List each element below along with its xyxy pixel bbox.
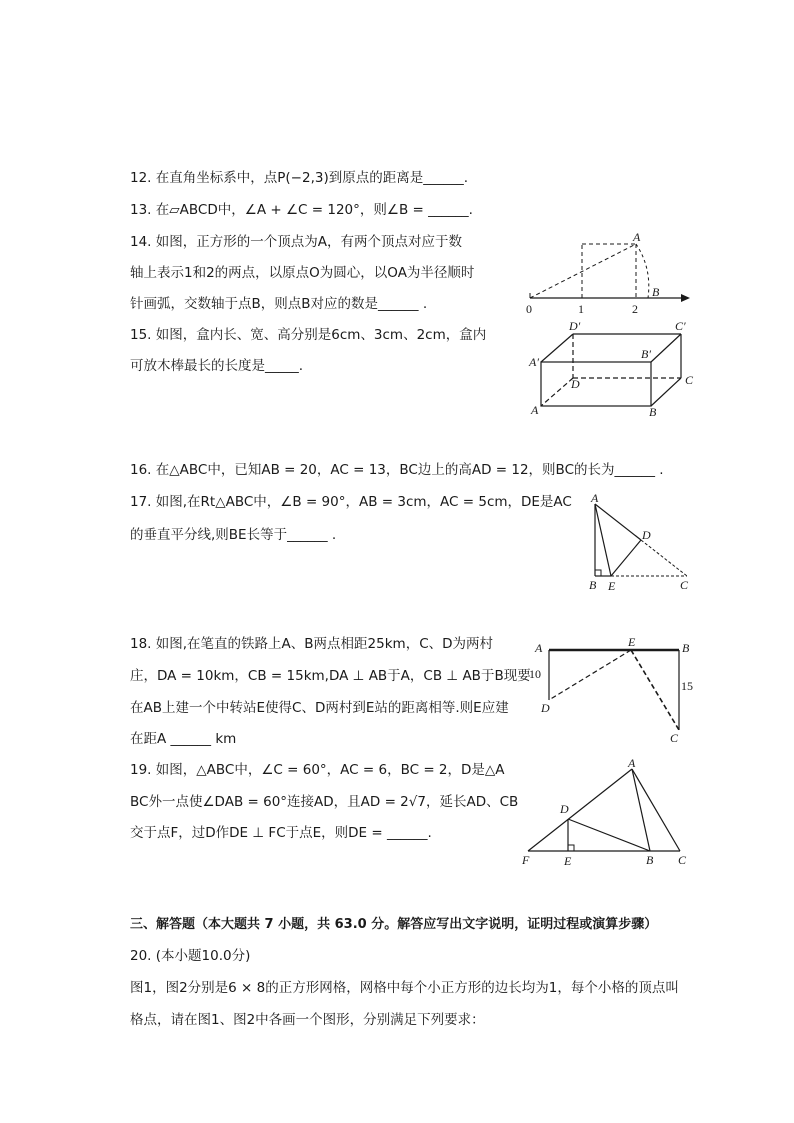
label-Ap: A′ bbox=[529, 355, 539, 369]
section-3-heading: 三、解答题（本大题共 7 小题，共 63.0 分。解答应写出文字说明，证明过程或演算步骤） bbox=[130, 917, 658, 932]
label-E: E bbox=[628, 638, 636, 649]
right-angle-mark bbox=[568, 845, 574, 851]
tick-label-2: 2 bbox=[632, 302, 638, 316]
dashed-ED bbox=[549, 650, 631, 700]
segment-DB bbox=[568, 819, 650, 851]
q14-line-1: 14. 如图，正方形的一个顶点为A，有两个顶点对应于数 bbox=[130, 234, 462, 250]
label-C: C bbox=[678, 853, 687, 867]
q19-line-1: 19. 如图，△ABC中，∠C = 60°，AC = 6，BC = 2，D是△A bbox=[130, 762, 505, 778]
box-bottom-right-edge bbox=[651, 378, 681, 406]
segment-OA bbox=[530, 244, 636, 298]
side-ED bbox=[611, 540, 641, 576]
label-D: D bbox=[541, 701, 550, 715]
label-D: D bbox=[560, 802, 569, 816]
label-Cp: C′ bbox=[675, 319, 686, 333]
q17-figure-triangle bbox=[585, 492, 700, 592]
label-A: A bbox=[633, 230, 641, 244]
arc-AB bbox=[636, 244, 649, 298]
label-B: B bbox=[682, 641, 690, 655]
q18-line-2: 庄，DA = 10km，CB = 15km,DA ⊥ AB于A，CB ⊥ AB于B现要 bbox=[130, 668, 531, 684]
label-A: A bbox=[591, 492, 599, 505]
q14-figure-number-line bbox=[500, 230, 700, 320]
hidden-edge-diagonal bbox=[541, 378, 573, 406]
label-B: B bbox=[646, 853, 654, 867]
label-F: F bbox=[522, 853, 530, 867]
q18-figure-railway bbox=[525, 638, 700, 748]
q19-line-2: BC外一点使∠DAB = 60°连接AD，且AD = 2√7，延长AD、CB bbox=[130, 794, 519, 810]
label-15: 15 bbox=[681, 679, 693, 693]
q14-line-3: 针画弧，交数轴于点B，则点B对应的数是______ . bbox=[130, 296, 428, 312]
dashed-DC bbox=[641, 540, 687, 576]
q19-figure-triangle bbox=[518, 757, 698, 872]
q15-line-2: 可放木棒最长的长度是_____. bbox=[130, 358, 304, 374]
box-top-left-edge bbox=[541, 334, 573, 362]
q18-line-1: 18. 如图,在笔直的铁路上A、B两点相距25km，C、D为两村 bbox=[130, 636, 494, 652]
right-angle-mark bbox=[595, 570, 601, 576]
label-C: C bbox=[685, 373, 694, 387]
label-B: B bbox=[589, 578, 597, 592]
q16-text: 16. 在△ABC中，已知AB = 20，AC = 13，BC边上的高AD = 12，则BC的长为______ . bbox=[130, 462, 664, 478]
axis-arrow bbox=[681, 294, 690, 302]
label-Bp: B′ bbox=[641, 347, 651, 361]
q20-heading: 20. (本小题10.0分) bbox=[130, 948, 251, 964]
q15-figure-box bbox=[525, 318, 700, 418]
q20-line-1: 图1，图2分别是6 × 8的正方形网格，网格中每个小正方形的边长均为1，每个小格的顶点叫 bbox=[130, 980, 679, 996]
line-FA bbox=[528, 769, 632, 851]
label-D: D bbox=[642, 528, 651, 542]
box-front-face bbox=[541, 362, 651, 406]
tick-label-1: 1 bbox=[578, 302, 584, 316]
label-B: B bbox=[649, 405, 657, 418]
label-10: 10 bbox=[529, 667, 541, 681]
q13-text: 13. 在▱ABCD中，∠A + ∠C = 120°，则∠B = ______. bbox=[130, 202, 473, 218]
q17-line-1: 17. 如图,在Rt△ABC中，∠B = 90°，AB = 3cm，AC = 5cm，DE是AC bbox=[130, 494, 572, 510]
q12-text: 12. 在直角坐标系中，点P(−2,3)到原点的距离是______. bbox=[130, 170, 469, 186]
label-E: E bbox=[608, 579, 616, 592]
side-AC bbox=[632, 769, 680, 851]
label-B: B bbox=[652, 285, 660, 299]
q15-line-1: 15. 如图，盒内长、宽、高分别是6cm、3cm、2cm，盒内 bbox=[130, 327, 487, 343]
side-AB bbox=[632, 769, 650, 851]
label-A: A bbox=[535, 641, 543, 655]
label-C: C bbox=[670, 731, 679, 745]
tick-label-0: 0 bbox=[526, 302, 532, 316]
q18-line-3: 在AB上建一个中转站E使得C、D两村到E站的距离相等.则E应建 bbox=[130, 700, 509, 716]
label-E: E bbox=[564, 854, 572, 868]
label-D: D bbox=[571, 377, 580, 391]
q18-line-4: 在距A ______ km bbox=[130, 731, 237, 747]
q19-line-3: 交于点F，过D作DE ⊥ FC于点E，则DE = ______. bbox=[130, 825, 432, 841]
label-C: C bbox=[680, 578, 689, 592]
label-Dp: D′ bbox=[569, 319, 581, 333]
q14-line-2: 轴上表示1和2的两点，以原点O为圆心，以OA为半径顺时 bbox=[130, 265, 475, 281]
box-top-right-edge bbox=[651, 334, 681, 362]
q20-line-2: 格点，请在图1、图2中各画一个图形，分别满足下列要求： bbox=[130, 1012, 485, 1028]
label-A: A bbox=[628, 757, 636, 770]
dashed-EC bbox=[631, 650, 679, 730]
label-A: A bbox=[531, 403, 539, 417]
q17-line-2: 的垂直平分线,则BE长等于______ . bbox=[130, 527, 337, 543]
